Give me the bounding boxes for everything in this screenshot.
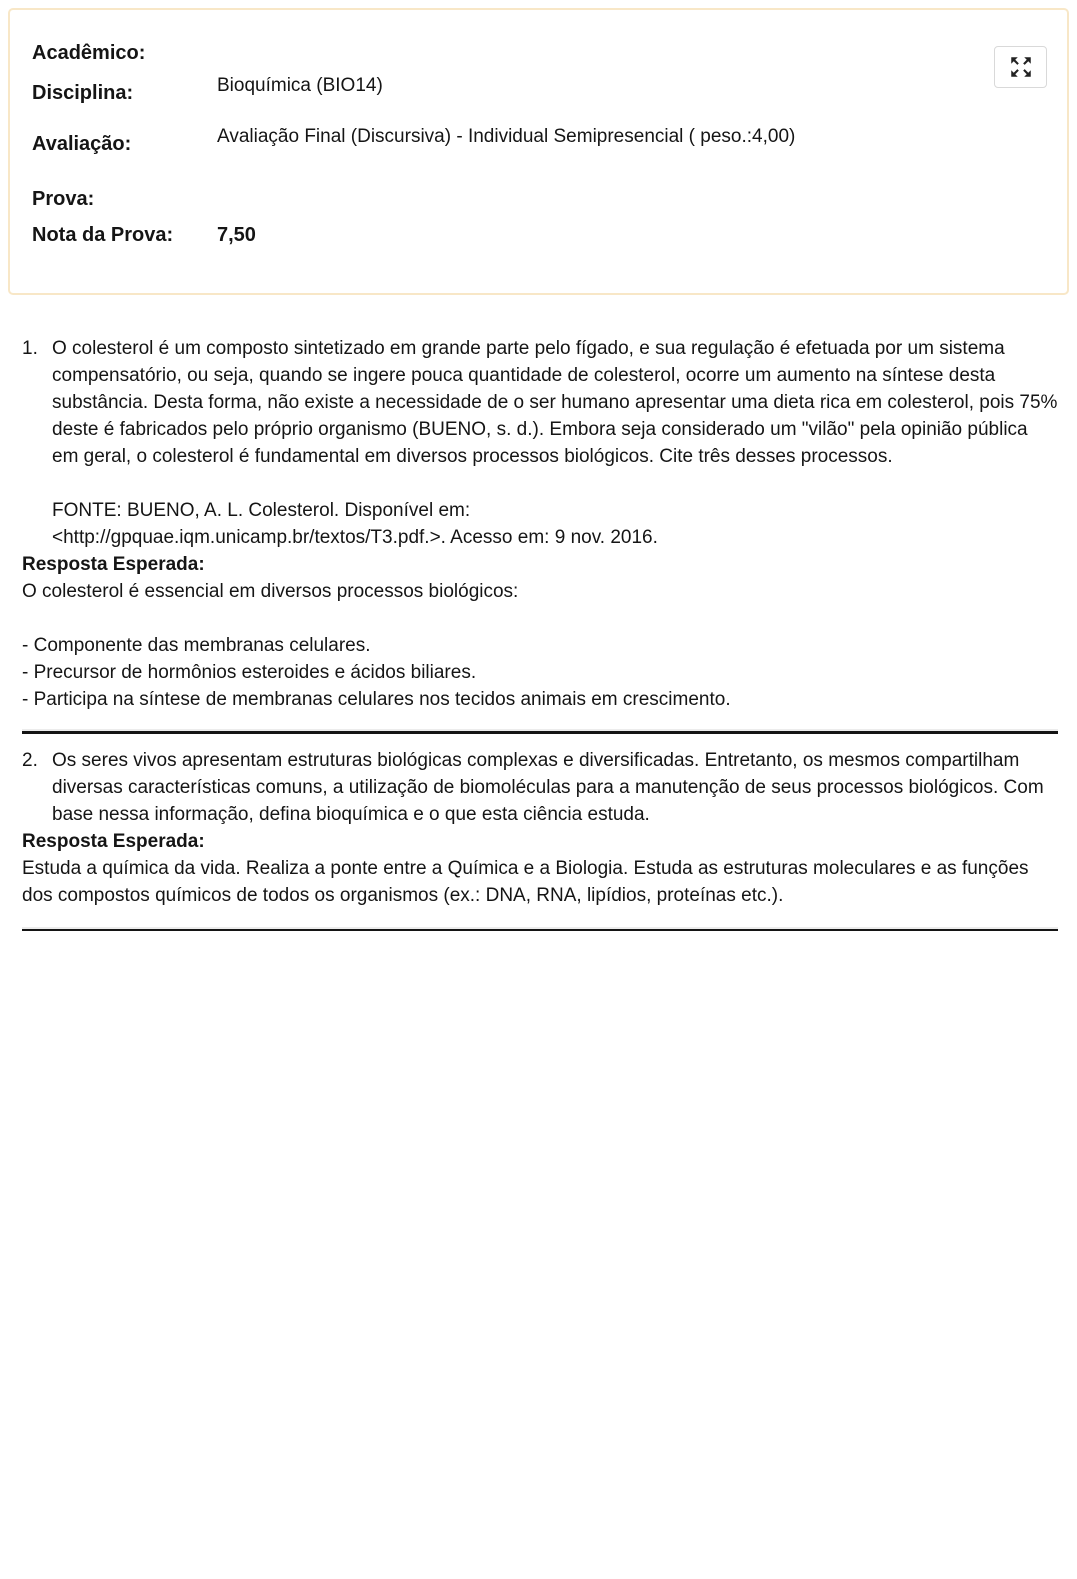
question-1 (22, 335, 1058, 551)
question-2-answer-text: Estuda a química da vida. Realiza a ponte entre a Química e a Biologia. Estuda as estruturas moleculares e as funções dos compostos químicos de todos os organismos (ex.: DNA, RNA, lipídios, proteínas etc.). (22, 858, 1029, 906)
field-value-nota: 7,50 (217, 224, 256, 246)
field-label-avaliacao: Avaliação: (32, 133, 132, 155)
expand-button[interactable] (994, 46, 1047, 88)
answer-item: - Participa na síntese de membranas celulares nos tecidos animais em crescimento. (22, 689, 731, 710)
question-1-body (52, 335, 1058, 551)
field-disciplina (32, 75, 1047, 107)
question-2-answer-label: Resposta Esperada: (22, 831, 205, 852)
question-1-text: O colesterol é um composto sintetizado em grande parte pelo fígado, e sua regulação é efetuada por um sistema compensatório, ou seja, quando se ingere pouca quantidade de colesterol, ocorre um aumento na síntese desta substância. Desta forma, não existe a necessidade de o ser humano apresentar uma dieta rica em colesterol, pois 75% deste é fabricados pelo próprio organismo (BUENO, s. d.). Embora seja considerado um "vilão" pela opinião pública em geral, o colesterol é fundamental em diversos processos biológicos. Cite três desses processos. (52, 338, 1058, 467)
field-avaliacao (32, 126, 1047, 158)
exam-header-card (8, 8, 1069, 295)
question-1-answer-items (22, 632, 1058, 713)
question-1-answer-label: Resposta Esperada: (22, 554, 205, 575)
page (0, 8, 1077, 931)
field-prova (32, 186, 1047, 212)
field-label-nota: Nota da Prova: (32, 224, 174, 246)
answer-item: - Componente das membranas celulares. (22, 635, 371, 656)
question-1-answer-intro: O colesterol é essencial em diversos processos biológicos: (22, 581, 519, 602)
question-2 (22, 747, 1058, 828)
field-value-disciplina: Bioquímica (BIO14) (217, 75, 383, 96)
source-line-2: <http://gpquae.iqm.unicamp.br/textos/T3.pdf.>. Acesso em: 9 nov. 2016. (52, 527, 658, 548)
field-label-prova: Prova: (32, 188, 95, 210)
question-divider (22, 927, 1058, 931)
field-academico (32, 40, 1047, 66)
field-nota-da-prova (32, 222, 1047, 248)
exam-content (0, 303, 1077, 931)
field-label-academico: Acadêmico: (32, 42, 146, 64)
question-divider (22, 729, 1058, 734)
source-line-1: FONTE: BUENO, A. L. Colesterol. Disponível em: (52, 500, 471, 521)
question-2-number: 2. (22, 750, 38, 771)
expand-icon (1008, 54, 1034, 80)
field-value-avaliacao: Avaliação Final (Discursiva) - Individual Semipresencial ( peso.:4,00) (217, 126, 796, 147)
answer-item: - Precursor de hormônios esteroides e ácidos biliares. (22, 662, 477, 683)
question-2-text: Os seres vivos apresentam estruturas biológicas complexas e diversificadas. Entretanto, os mesmos compartilham diversas características comuns, a utilização de biomoléculas para a manutenção de seus processos biológicos. Com base nessa informação, defina bioquímica e o que esta ciência estuda. (52, 750, 1044, 825)
question-1-source (52, 497, 1058, 551)
question-2-body (52, 747, 1058, 828)
question-1-number: 1. (22, 338, 38, 359)
field-label-disciplina: Disciplina: (32, 82, 134, 104)
